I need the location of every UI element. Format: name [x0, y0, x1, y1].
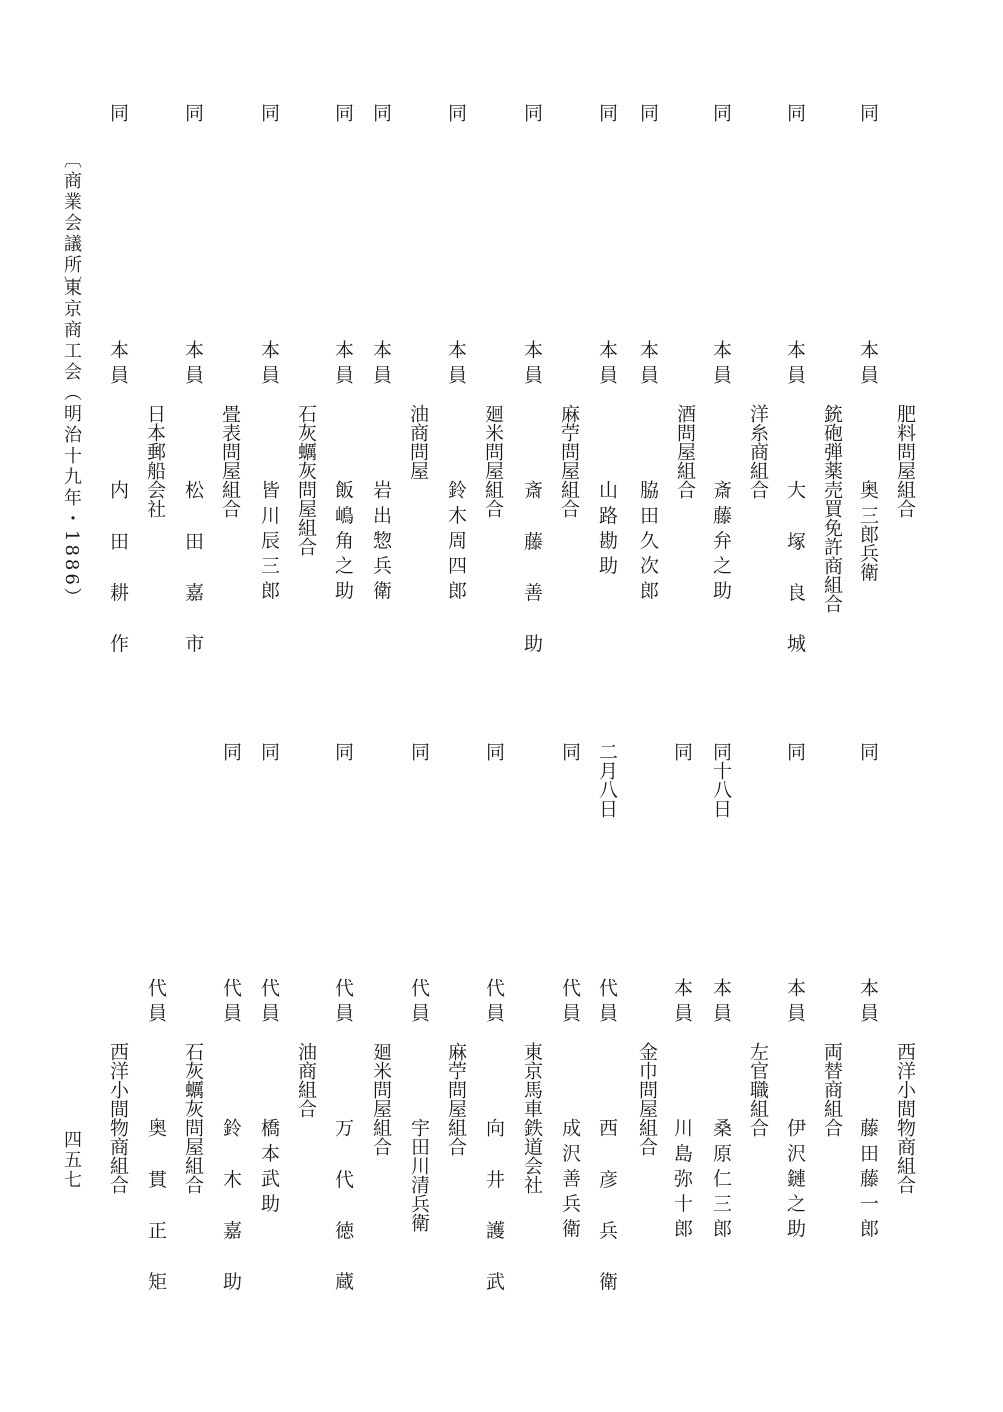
upper-role: 本員: [332, 340, 354, 390]
page-number: 四五七: [61, 1130, 82, 1190]
upper-group: 肥料問屋組合: [894, 404, 916, 518]
lower-role: 代員: [145, 978, 167, 1028]
lower-role: 本員: [784, 978, 806, 1028]
lower-group: 左官職組合: [747, 1042, 769, 1137]
lower-mark: 二月八日: [596, 742, 618, 818]
upper-mark: 同: [784, 103, 806, 122]
lower-name: 伊 沢 鏈 之 助: [784, 1118, 806, 1238]
lower-mark: 同: [258, 742, 280, 761]
lower-name: 成 沢 善 兵 衛: [559, 1118, 581, 1238]
lower-group: 油商組合: [295, 1042, 317, 1118]
upper-role: 本員: [445, 340, 467, 390]
upper-mark: 同: [710, 103, 732, 122]
lower-group: 両替商組合: [821, 1042, 843, 1137]
upper-group: 石灰蠣灰問屋組合: [295, 404, 317, 556]
upper-role: 本員: [710, 340, 732, 390]
lower-group: 金巾問屋組合: [636, 1042, 658, 1156]
running-title: 東京商工会（明治十九年・1886）: [61, 278, 82, 609]
upper-role: 本員: [637, 340, 659, 390]
upper-role: 本員: [182, 340, 204, 390]
upper-mark: 同: [857, 103, 879, 122]
upper-mark: 同: [596, 103, 618, 122]
lower-role: 本員: [671, 978, 693, 1028]
upper-name: 脇 田 久 次 郎: [637, 480, 659, 600]
upper-role: 本員: [521, 340, 543, 390]
lower-name: 万 代 徳 蔵: [332, 1118, 354, 1304]
upper-role: 本員: [596, 340, 618, 390]
upper-group: 酒問屋組合: [674, 404, 696, 499]
upper-name: 内 田 耕 作: [107, 480, 129, 666]
lower-role: 本員: [710, 978, 732, 1028]
lower-role: 本員: [857, 978, 879, 1028]
lower-group: 石灰蠣灰問屋組合: [182, 1042, 204, 1194]
lower-group: 麻苧問屋組合: [445, 1042, 467, 1156]
lower-mark: 同十八日: [710, 742, 732, 818]
lower-group: 西洋小間物商組合: [107, 1042, 129, 1194]
upper-group: 銃砲弾薬売買免許商組合: [821, 404, 843, 613]
upper-group: 廻米問屋組合: [482, 404, 504, 518]
lower-group: 廻米問屋組合: [370, 1042, 392, 1156]
upper-name: 斎 藤 善 助: [521, 480, 543, 666]
upper-name: 大 塚 良 城: [784, 480, 806, 666]
section-label: 〔商業会議所〕: [61, 150, 82, 297]
lower-name: 奥 貫 正 矩: [145, 1118, 167, 1304]
upper-group: 日本郵船会社: [144, 404, 166, 518]
upper-name: 鈴 木 周 四 郎: [445, 480, 467, 600]
lower-role: 代員: [258, 978, 280, 1028]
upper-mark: 同: [332, 103, 354, 122]
lower-mark: 同: [483, 742, 505, 761]
lower-role: 代員: [332, 978, 354, 1028]
lower-group: 西洋小間物商組合: [894, 1042, 916, 1194]
lower-mark: 同: [559, 742, 581, 761]
upper-mark: 同: [107, 103, 129, 122]
lower-name: 桑 原 仁 三 郎: [710, 1118, 732, 1238]
upper-mark: 同: [445, 103, 467, 122]
lower-mark: 同: [220, 742, 242, 761]
lower-mark: 同: [857, 742, 879, 761]
lower-mark: 同: [784, 742, 806, 761]
lower-name: 鈴 木 嘉 助: [220, 1118, 242, 1304]
lower-name: 橋 本 武 助: [258, 1118, 280, 1213]
upper-name: 山 路 勘 助: [596, 480, 618, 575]
lower-name: 宇田川清兵衛: [408, 1118, 430, 1232]
lower-mark: 同: [332, 742, 354, 761]
upper-name: 皆 川 辰 三 郎: [258, 480, 280, 600]
lower-role: 代員: [483, 978, 505, 1028]
upper-name: 松 田 嘉 市: [182, 480, 204, 666]
lower-name: 藤 田 藤 一 郎: [857, 1118, 879, 1238]
upper-group: 洋糸商組合: [747, 404, 769, 499]
lower-mark: 同: [408, 742, 430, 761]
lower-mark: 同: [671, 742, 693, 761]
upper-mark: 同: [637, 103, 659, 122]
lower-role: 代員: [559, 978, 581, 1028]
upper-group: 麻苧問屋組合: [558, 404, 580, 518]
lower-role: 代員: [408, 978, 430, 1028]
upper-group: 畳表問屋組合: [219, 404, 241, 518]
upper-name: 飯 嶋 角 之 助: [332, 480, 354, 600]
lower-name: 向 井 護 武: [483, 1118, 505, 1304]
upper-mark: 同: [521, 103, 543, 122]
upper-group: 油商問屋: [407, 404, 429, 480]
upper-name: 奥 三郎兵衛: [857, 480, 879, 582]
upper-mark: 同: [258, 103, 280, 122]
upper-name: 岩 出 惣 兵 衛: [370, 480, 392, 600]
upper-role: 本員: [784, 340, 806, 390]
lower-name: 川 島 弥 十 郎: [671, 1118, 693, 1238]
lower-name: 西 彦 兵 衛: [596, 1118, 618, 1304]
upper-mark: 同: [370, 103, 392, 122]
lower-role: 代員: [596, 978, 618, 1028]
lower-group: 東京馬車鉄道会社: [521, 1042, 543, 1194]
upper-role: 本員: [107, 340, 129, 390]
upper-role: 本員: [258, 340, 280, 390]
upper-role: 本員: [370, 340, 392, 390]
upper-mark: 同: [182, 103, 204, 122]
lower-role: 代員: [220, 978, 242, 1028]
upper-name: 斎 藤 弁 之 助: [710, 480, 732, 600]
upper-role: 本員: [857, 340, 879, 390]
